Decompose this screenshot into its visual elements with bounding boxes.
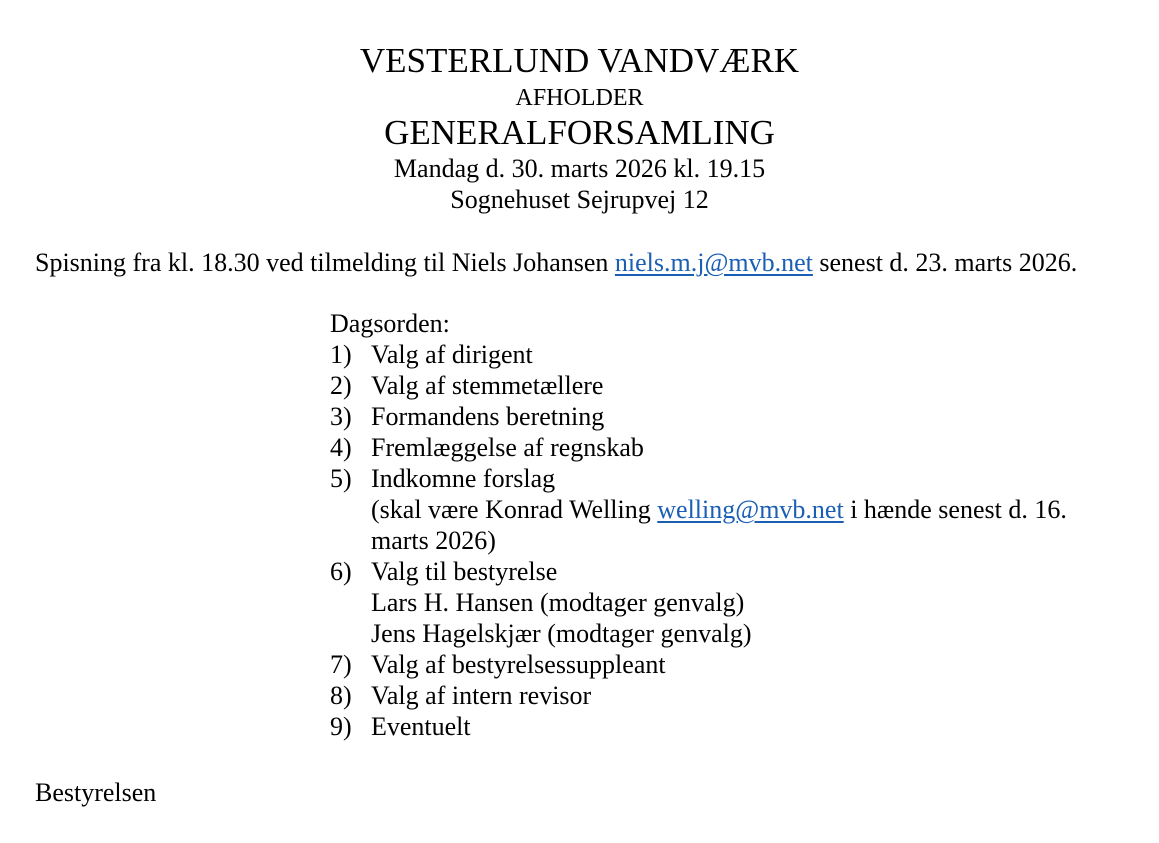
agenda-item-number: 5) <box>330 464 352 493</box>
agenda-item <box>330 649 1067 680</box>
agenda-title: Dagsorden: <box>330 309 450 338</box>
agenda-item <box>330 401 1067 432</box>
subtitle-afholder: AFHOLDER <box>515 85 644 111</box>
agenda-item-label: Valg af intern revisor <box>371 681 592 710</box>
note-text-after: i hænde senest d. 16. <box>843 495 1067 524</box>
agenda-item-label: Indkomne forslag <box>371 464 556 493</box>
note-text-before: (skal være Konrad Welling <box>371 495 658 524</box>
agenda-item <box>330 680 1067 711</box>
agenda-item <box>330 432 1067 463</box>
dinner-text-before: Spisning fra kl. 18.30 ved tilmelding til Niels Johansen <box>35 248 615 277</box>
proposal-email-link[interactable]: welling@mvb.net <box>657 495 844 524</box>
agenda-item-number: 4) <box>330 433 352 462</box>
agenda <box>330 308 1067 742</box>
agenda-item-number: 8) <box>330 681 352 710</box>
agenda-item-label: Valg af stemmetællere <box>371 371 604 400</box>
agenda-item <box>330 339 1067 370</box>
agenda-item-number: 2) <box>330 371 352 400</box>
meeting-location: Sognehuset Sejrupvej 12 <box>450 185 709 214</box>
proposal-deadline-note <box>330 494 1067 525</box>
agenda-item-number: 3) <box>330 402 352 431</box>
organization-title: VESTERLUND VANDVÆRK <box>359 41 800 80</box>
agenda-item-label: Formandens beretning <box>371 402 605 431</box>
agenda-item-number: 6) <box>330 557 352 586</box>
board-candidate: Jens Hagelskjær (modtager genvalg) <box>371 619 752 648</box>
agenda-item-label: Valg af bestyrelsessuppleant <box>371 650 666 679</box>
agenda-item-label: Fremlæggelse af regnskab <box>371 433 644 462</box>
agenda-item <box>330 711 1067 742</box>
meeting-date: Mandag d. 30. marts 2026 kl. 19.15 <box>393 154 766 183</box>
agenda-item-number: 9) <box>330 712 352 741</box>
proposal-deadline-note-line2: marts 2026) <box>371 526 496 555</box>
agenda-item-label: Valg af dirigent <box>371 340 533 369</box>
agenda-item <box>330 463 1067 494</box>
board-candidate: Lars H. Hansen (modtager genvalg) <box>371 588 745 617</box>
agenda-item-label: Valg til bestyrelse <box>371 557 558 586</box>
agenda-item-number: 1) <box>330 340 352 369</box>
dinner-email-link[interactable]: niels.m.j@mvb.net <box>614 248 813 277</box>
agenda-item-number: 7) <box>330 650 352 679</box>
signature: Bestyrelsen <box>35 778 157 807</box>
agenda-item-label: Eventuelt <box>371 712 471 741</box>
agenda-item <box>330 556 1067 587</box>
dinner-notice <box>35 247 1077 278</box>
meeting-heading: GENERALFORSAMLING <box>384 113 775 152</box>
agenda-item <box>330 370 1067 401</box>
dinner-text-after: senest d. 23. marts 2026. <box>812 248 1078 277</box>
